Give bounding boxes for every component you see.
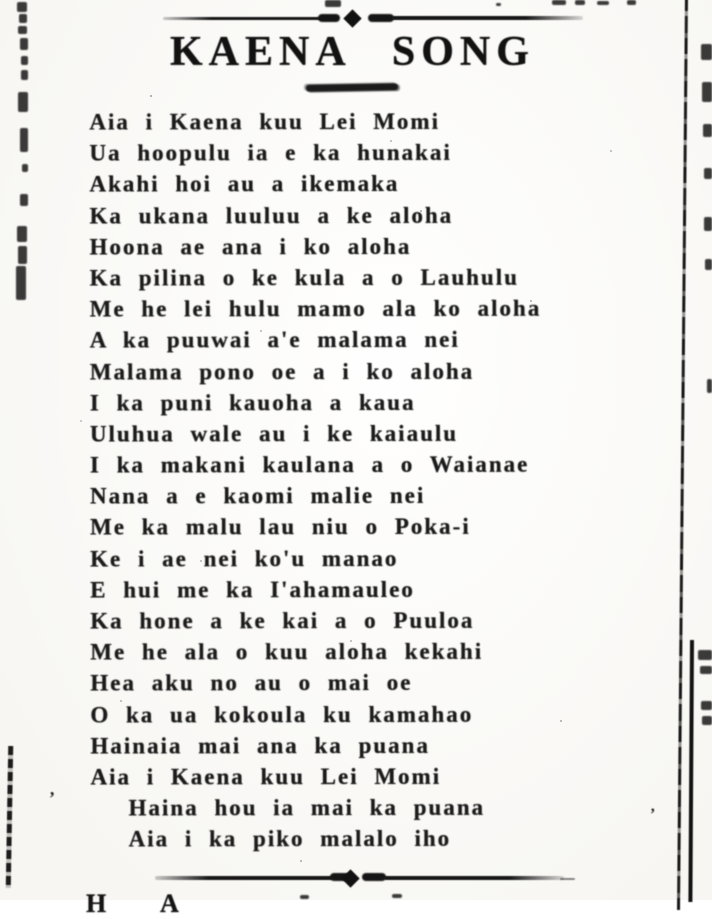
verse-line: E hui me ka I'ahamauleo — [90, 576, 415, 603]
cut-off-print-fragment — [552, 0, 566, 5]
verse-line: Me ka malu lau niu o Poka-i — [90, 514, 471, 540]
cut-off-print-fragment — [700, 666, 712, 674]
cut-off-print-fragment — [701, 44, 712, 60]
verse-line: Ka pilina o ke kula a o Lauhulu — [89, 264, 519, 291]
verse-line: Hoona ae ana i ko aloha — [89, 233, 412, 260]
verse-line: Nana a e kaomi malie nei — [90, 483, 426, 509]
cut-off-print-fragment — [703, 124, 712, 137]
cut-off-print-fragment — [300, 895, 309, 899]
ink-tick: ’ — [650, 806, 656, 823]
verse-line: I ka puni kauoha a kaua — [89, 389, 416, 416]
cut-off-print-fragment — [18, 246, 27, 264]
cut-off-print-fragment — [597, 1, 609, 5]
column-separator-rule — [677, 0, 688, 910]
verse-line: Malama pono oe a i ko aloha — [89, 358, 475, 384]
verse-line: Hainaia mai ana ka puana — [90, 732, 430, 759]
verse-line: Ka hone a ke kai a o Puuloa — [90, 607, 475, 634]
cut-off-print-fragment — [20, 38, 28, 50]
cut-off-print-fragment — [17, 226, 27, 242]
cut-off-print-fragment — [21, 70, 28, 80]
verse-line: O ka ua kokoula ku kamahao — [90, 701, 474, 728]
cut-off-print-fragment — [19, 14, 27, 23]
verse-line: Aia i Kaena kuu Lei Momi — [90, 763, 442, 790]
rule-segment — [392, 16, 583, 20]
cut-off-print-fragment — [702, 716, 712, 725]
cut-off-print-fragment — [496, 3, 501, 6]
verse-line: I ka makani kaulana a o Waianae — [89, 451, 530, 478]
next-section-clipped-text — [86, 886, 506, 918]
cut-off-print-fragment — [702, 82, 712, 102]
left-edge-broken-rule — [6, 746, 13, 888]
diamond-ornament-icon — [343, 9, 361, 27]
rule-segment — [384, 876, 564, 880]
cut-off-print-fragment — [575, 0, 585, 5]
song-title: KAENA SONG — [170, 29, 535, 75]
cut-off-print-fragment — [18, 92, 28, 112]
title-flourish-ornament — [306, 83, 398, 92]
cut-off-print-fragment — [16, 266, 26, 300]
cut-off-print-fragment — [705, 259, 712, 270]
verse-line: Aia i ka piko malalo iho — [128, 826, 452, 852]
cut-off-print-fragment — [392, 894, 402, 898]
rule-segment — [560, 878, 575, 880]
cut-off-print-fragment — [20, 194, 28, 206]
verse-line: Me he ala o kuu aloha kekahi — [90, 638, 484, 665]
verse-line: Hea aku no au o mai oe — [90, 670, 413, 696]
cut-off-print-fragment — [627, 0, 636, 5]
rule-segment — [155, 876, 333, 880]
verse-line: Haina hou ia mai ka puana — [128, 794, 486, 821]
verse-line: Aia i Kaena kuu Lei Momi — [89, 108, 441, 135]
verse-line: Me he lei hulu mamo ala ko aloha — [89, 295, 542, 322]
verse-line: Ua hoopulu ia e ka hunakai — [89, 140, 452, 166]
rule-blob — [362, 873, 386, 881]
rule-segment — [163, 17, 323, 20]
verse-line: Akahi hoi au a ikemaka — [89, 171, 400, 197]
cut-off-print-fragment — [18, 26, 27, 34]
verse-line: A ka puuwai a'e malama nei — [89, 327, 460, 353]
verse-line: Uluhua wale au i ke kaiaulu — [89, 420, 459, 447]
rule-blob — [368, 14, 394, 22]
cut-off-print-fragment — [20, 128, 28, 152]
verse-line: Ke i ae nei ko'u manao — [90, 545, 399, 572]
cut-off-print-fragment — [698, 650, 712, 660]
rule-blob — [318, 14, 340, 22]
cut-off-print-fragment — [704, 168, 712, 179]
cut-off-print-fragment — [701, 701, 712, 710]
cut-off-print-fragment — [325, 0, 341, 7]
clipped-letter: A — [160, 889, 179, 918]
cut-off-print-fragment — [17, 2, 27, 12]
cut-off-print-fragment — [707, 379, 712, 393]
cut-off-print-fragment — [22, 164, 28, 172]
cut-off-print-fragment — [704, 217, 712, 231]
verse — [89, 106, 650, 855]
ink-tick: ’ — [49, 788, 55, 808]
paper-specks — [150, 95, 152, 97]
verse-line: Ka ukana luuluu a ke aloha — [89, 202, 454, 229]
cut-off-print-fragment — [21, 56, 28, 65]
clipped-letter: H — [86, 889, 107, 918]
column-separator-rule — [688, 640, 694, 902]
